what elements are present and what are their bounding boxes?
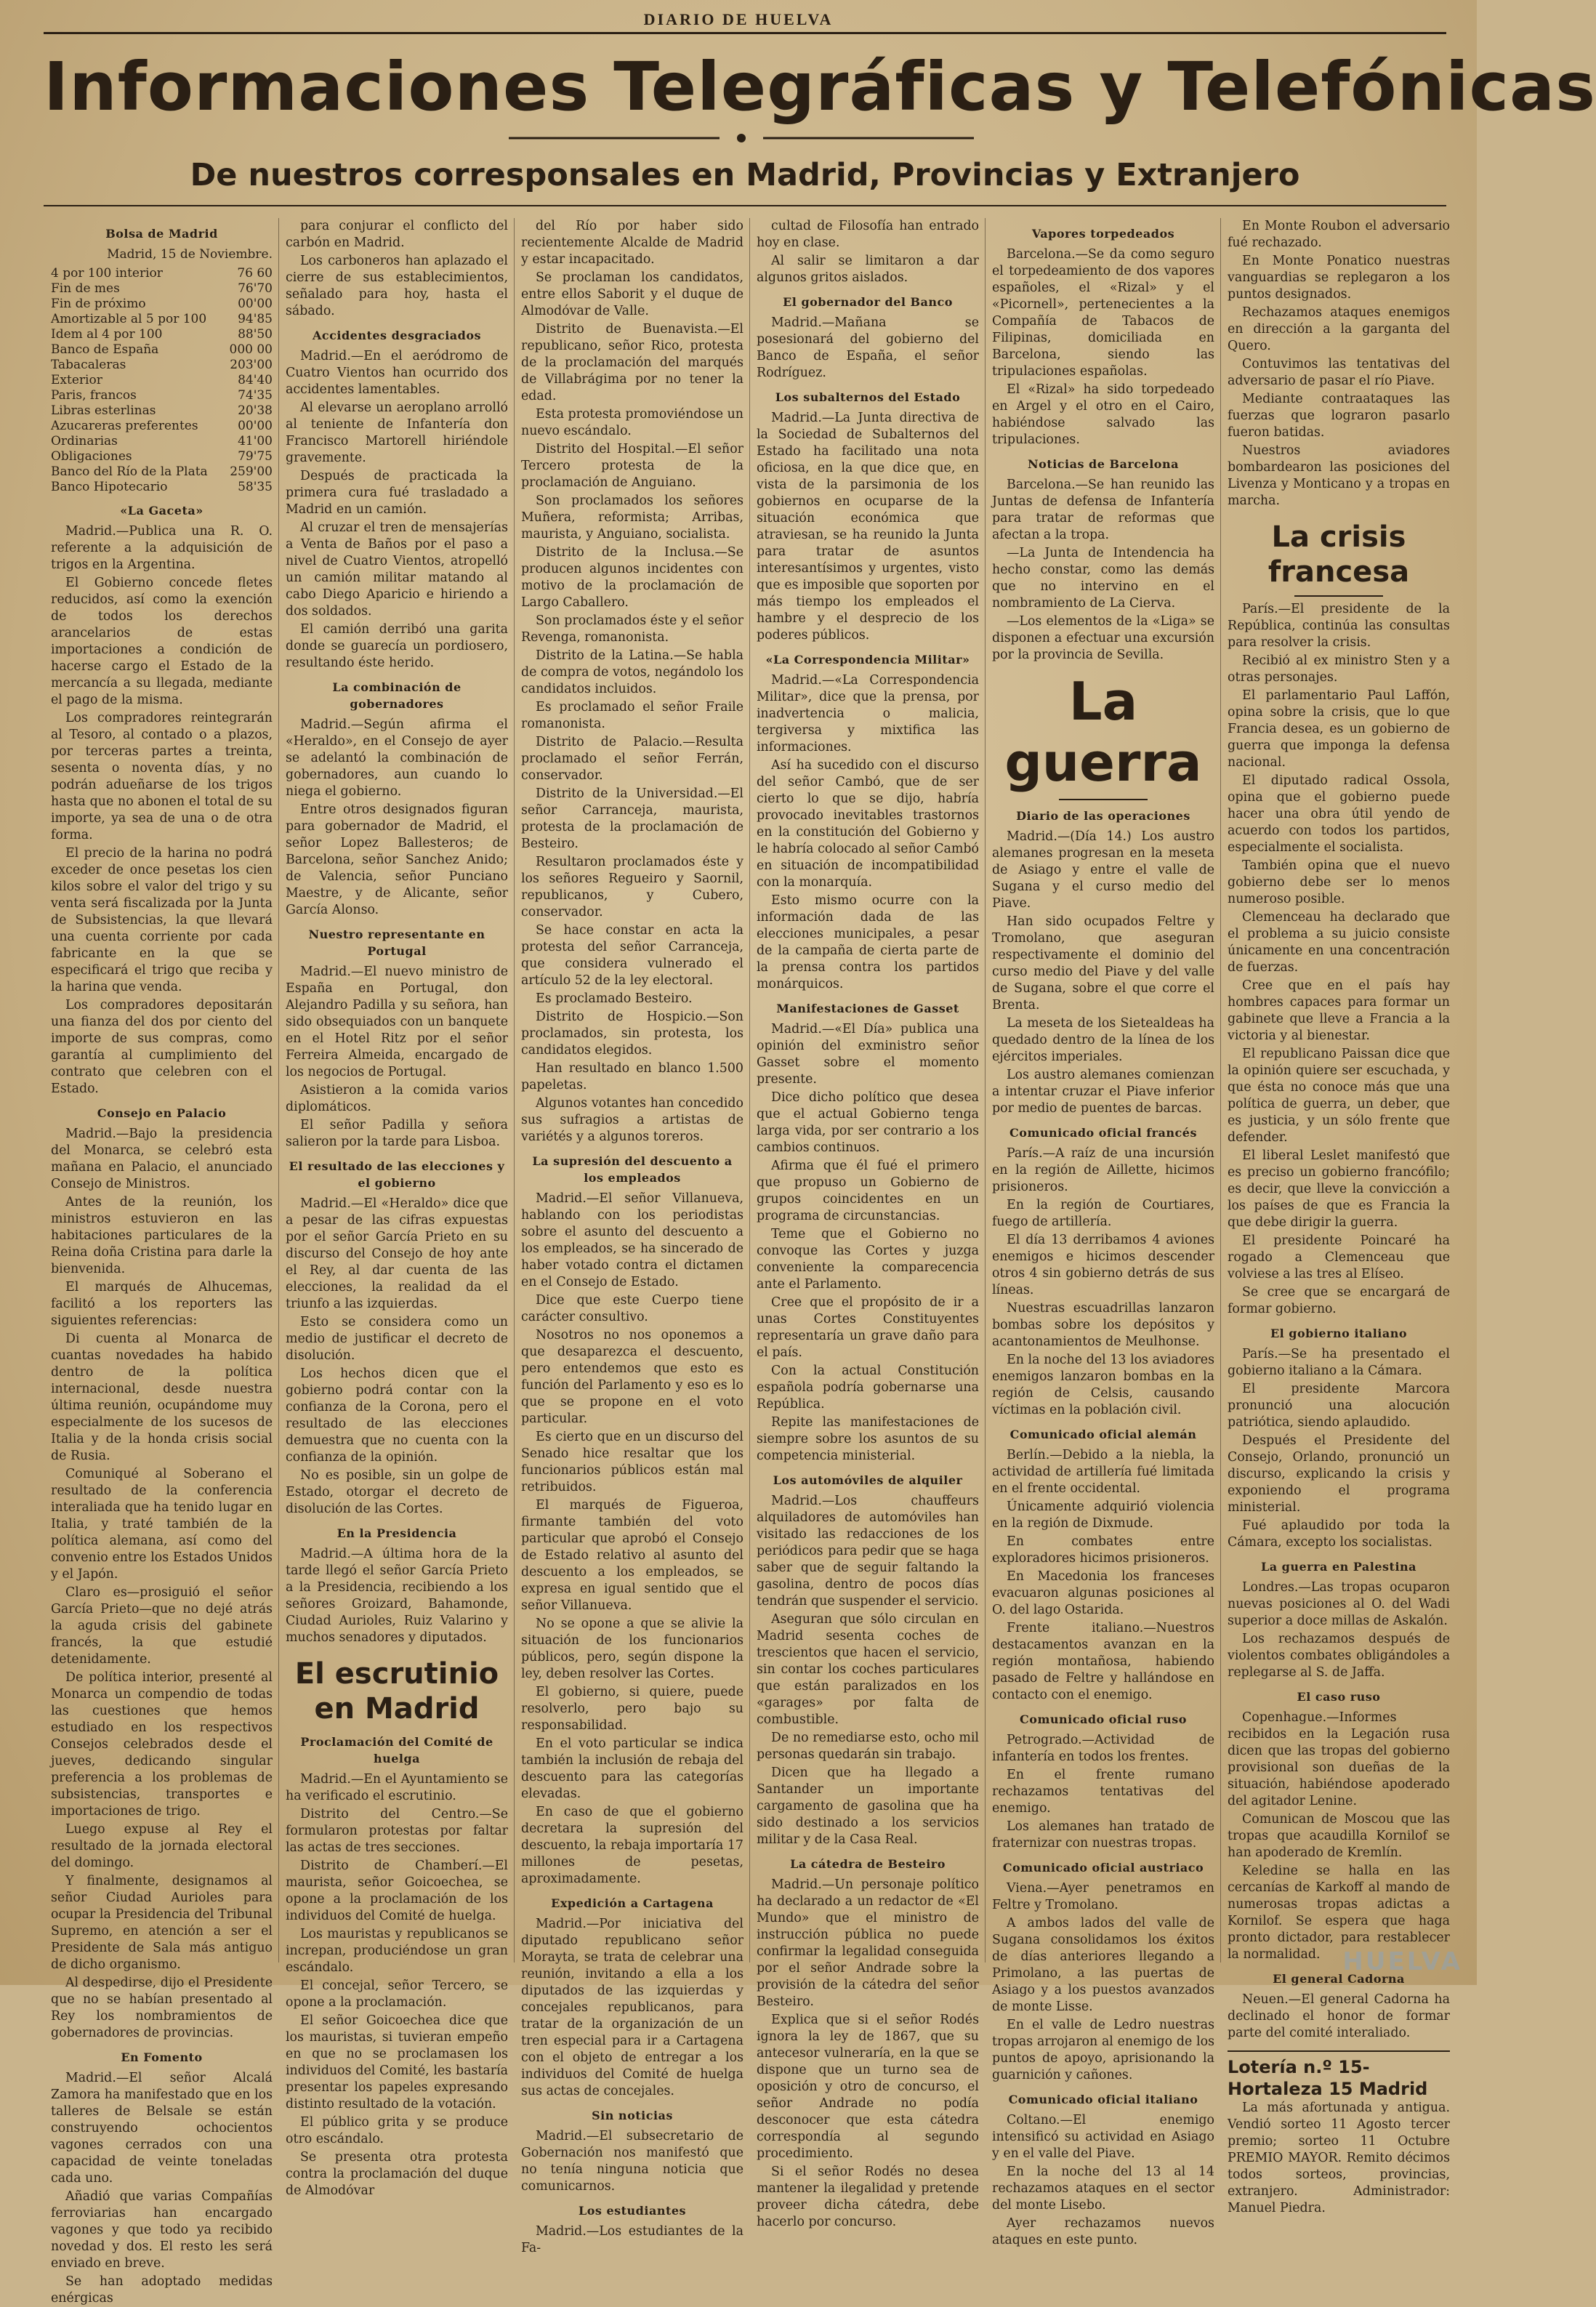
paragraph: Madrid.—A última hora de la tarde llegó el señor García Prieto a la Presidencia, recibiendo a los señores Groizard, Bahamonde, Ciudad Aurioles, Ruiz Valarino y muchos senadores y diputados. <box>286 1547 508 1645</box>
paragraph: El gobierno, si quiere, puede resolverlo, pero bajo su responsabilidad. <box>521 1685 743 1733</box>
paragraph: El parlamentario Paul Laffón, opina sobre la crisis, que lo que Francia desea, es un gobierno de guerra que imponga la defensa nacional. <box>1228 688 1450 770</box>
paragraph: Distrito de Chamberí.—El maurista, señor Goicoechea, se opone a la proclamación de los individuos del Comité de huelga. <box>286 1859 508 1923</box>
section-heading: Accidentes desgraciados <box>312 329 482 342</box>
paragraph: Madrid.—Los estudiantes de la Fa- <box>521 2224 743 2255</box>
paragraph: Madrid.—«La Correspondencia Militar», dice que la prensa, por inadvertencia o malicia, tergiversa y mixtifica las informaciones. <box>757 673 979 754</box>
paragraph: Dice dicho político que desea que el actual Gobierno tenga larga vida, por ser contrario a los cambios continuos. <box>757 1090 979 1155</box>
paragraph: De no remediarse esto, ocho mil personas quedarán sin trabajo. <box>757 1731 979 1762</box>
paragraph: En Monte Ponatico nuestras vanguardias se replegaron a los puntos designados. <box>1228 254 1450 302</box>
paragraph: Berlín.—Debido a la niebla, la actividad de artillería fué limitada en el frente occidental. <box>992 1448 1214 1496</box>
section-rule <box>44 205 1446 206</box>
paragraph: Se hace constar en acta la protesta del señor Carranceja, que considera vulnerado el artículo 52 de la ley electoral. <box>521 923 743 988</box>
paragraph: Di cuenta al Monarca de cuantas novedades ha habido dentro de la política internacional, desde nuestra última reunión, ocupándome muy especialmente de los sucesos de Italia y de la honda crisis social de Rusia. <box>51 1332 273 1463</box>
feature-headline: El escrutinio en Madrid <box>294 1657 499 1726</box>
paragraph: El marqués de Alhucemas, facilitó a los reporters las siguientes referencias: <box>51 1280 273 1328</box>
section-heading: «La Gaceta» <box>120 504 203 518</box>
section-heading: La combinación de gobernadores <box>332 680 462 711</box>
column-1 <box>51 218 273 2306</box>
section-heading: Comunicado oficial italiano <box>1008 2093 1198 2106</box>
war-headline: La guerra <box>1004 671 1202 793</box>
paragraph: Madrid.—Por iniciativa del diputado republicano señor Morayta, se trata de celebrar una reunión, invitando a ella a los diputados de las izquierdas y concejales republicanos, para tratar de la organización de un tren especial para ir a Cartagena con el objeto de entregar a los individuos del Comité de huelga sus actas de concejales. <box>521 1917 743 2098</box>
paragraph: Al salir se limitaron a dar algunos gritos aislados. <box>757 254 979 285</box>
archive-watermark: HUELVA <box>1342 1947 1462 1976</box>
stock-label: Banco del Río de la Plata <box>51 464 208 479</box>
paragraph: Keledine se halla en las cercanías de Karkoff al mando de numerosas tropas adictas a Kornilof. Se espera que haga pronto dictador, para restablecer la normalidad. <box>1228 1864 1450 1962</box>
paragraph: Al cruzar el tren de mensajerías a Venta de Baños por el paso a nivel de Cuatro Vientos, atropelló un camión militar matando al cabo Diego Aparicio e hiriendo a dos soldados. <box>286 520 508 619</box>
paragraph: Madrid.—La Junta directiva de la Sociedad de Subalternos del Estado ha facilitado una nota oficiosa, en la que dice que, en vista de la parsimonia de los gobiernos en ocuparse de la situación económica que atraviesan, se ha reunido la Junta para tratar de asuntos interesantísimos y urgentes, visto que es imposible que soporten por más tiempo los empleados el hambre y el desprecio de los poderes públicos. <box>757 411 979 643</box>
section-heading: Noticias de Barcelona <box>1028 457 1179 471</box>
paragraph: Repite las manifestaciones de siempre sobre los asuntos de su competencia ministerial. <box>757 1415 979 1463</box>
paragraph: Algunos votantes han concedido sus sufragios a artistas de variétés y a algunos toreros. <box>521 1096 743 1144</box>
paragraph: En combates entre exploradores hicimos prisioneros. <box>992 1534 1214 1566</box>
paragraph: París.—El presidente de la República, continúa las consultas para resolver la crisis. <box>1228 602 1450 650</box>
column-5 <box>992 218 1214 2247</box>
column-3 <box>521 218 744 2255</box>
paragraph: Madrid.—Los chauffeurs alquiladores de automóviles han visitado las redacciones de los periódicos para pedir que se haga saber que de seguir faltando la gasolina, dentro de pocos días tendrán que suspender el servicio. <box>757 1494 979 1609</box>
section-heading: El resultado de las elecciones y el gobierno <box>289 1159 505 1190</box>
paragraph: Distrito de Buenavista.—El republicano, señor Rico, protesta de la proclamación del marqués de Villabrágima por no tener la edad. <box>521 322 743 403</box>
stock-label: Libras esterlinas <box>51 403 156 418</box>
stock-value: 76 60 <box>237 266 273 281</box>
paragraph: Coltano.—El enemigo intensificó su actividad en Asiago y en el valle del Piave. <box>992 2113 1214 2161</box>
paragraph: El camión derribó una garita donde se guarecía un pordiosero, resultando éste herido. <box>286 622 508 670</box>
paragraph: Con la actual Constitución española podría gobernarse una República. <box>757 1364 979 1412</box>
lottery-ad <box>1228 2050 1450 2217</box>
paragraph: Así ha sucedido con el discurso del señor Cambó, que de ser cierto lo que se dijo, habría provocado inevitables trastornos en la constitución del Gobierno y le habría colocado al señor Cambó en situación de incompatibilidad con la monarquía. <box>757 758 979 890</box>
section-heading: Comunicado oficial austriaco <box>1002 1861 1204 1875</box>
paragraph: Después de practicada la primera cura fué trasladado a Madrid en un camión. <box>286 469 508 517</box>
paragraph: El concejal, señor Tercero, se opone a la proclamación. <box>286 1978 508 2010</box>
paragraph: Madrid.—Bajo la presidencia del Monarca, se celebró esta mañana en Palacio, el anunciado Consejo de Ministros. <box>51 1127 273 1191</box>
stock-label: Banco de España <box>51 342 159 357</box>
stock-value: 88'50 <box>238 327 273 342</box>
stock-label: Tabacaleras <box>51 358 126 372</box>
paragraph: Distrito del Centro.—Se formularon protestas por faltar las actas de tres secciones. <box>286 1807 508 1855</box>
paragraph: El marqués de Figueroa, firmante también del voto particular que aprobó el Consejo de Estado relativo al asunto del descuento a los empleados, se expresa en igual sentido que el señor Villanueva. <box>521 1498 743 1613</box>
stock-row <box>51 464 273 480</box>
section-heading: La supresión del descuento a los empleados <box>532 1154 733 1185</box>
section-heading: Sin noticias <box>592 2109 673 2122</box>
paragraph: Asistieron a la comida varios diplomáticos. <box>286 1083 508 1114</box>
paragraph: Es cierto que en un discurso del Senado hice resaltar que los funcionarios públicos están mal retribuidos. <box>521 1430 743 1494</box>
paragraph: Petrogrado.—Actividad de infantería en todos los frentes. <box>992 1733 1214 1764</box>
paragraph: Barcelona.—Se da como seguro el torpedeamiento de dos vapores españoles, el «Rizal» y el «Picornell», pertenecientes a la Compañía de Tabacos de Filipinas, domiciliada en Barcelona, siendo las tripulaciones españolas. <box>992 247 1214 379</box>
paragraph: París.—Se ha presentado el gobierno italiano a la Cámara. <box>1228 1347 1450 1378</box>
paragraph: Se han adoptado medidas enérgicas <box>51 2274 273 2306</box>
section-heading: Manifestaciones de Gasset <box>776 1002 959 1015</box>
paragraph: Madrid.—Según afirma el «Heraldo», en el Consejo de ayer se adelantó la combinación de gobernadores, aun cuando lo niega el gobierno. <box>286 717 508 799</box>
paragraph: Distrito del Hospital.—El señor Tercero protesta de la proclamación de Anguiano. <box>521 442 743 490</box>
paragraph: Madrid.—Un personaje político ha declarado a un redactor de «El Mundo» que el ministro de instrucción pública no puede confirmar la legalidad conseguida por el señor Andrade sobre la provisión de la cátedra del señor Besteiro. <box>757 1877 979 2009</box>
stock-row <box>51 480 273 495</box>
paragraph: En la noche del 13 los aviadores enemigos lanzaron bombas en la región de Celsis, causando víctimas en la población civil. <box>992 1353 1214 1417</box>
paragraph: Explica que si el señor Rodés ignora la ley de 1867, que su antecesor vulneraría, en la que se dispone que un turno sea de oposición y otro de concurso, el señor Andrade no podía desconocer que esta cátedra correspondía al segundo procedimiento. <box>757 2013 979 2161</box>
paragraph: El republicano Paissan dice que la opinión quiere ser escuchada, y que ésta no conoce más que una política de guerra, un deber, que es justicia, y un sólo frente que defender. <box>1228 1047 1450 1145</box>
paragraph: Al despedirse, dijo el Presidente que no se habían presentado al Rey los nombramientos de gobernadores de provincias. <box>51 1976 273 2040</box>
section-heading: Proclamación del Comité de huelga <box>300 1735 493 1766</box>
section-heading: Diario de las operaciones <box>1016 809 1190 823</box>
paragraph: El presidente Poincaré ha rogado a Clemenceau que volviese a las tres al Elíseo. <box>1228 1233 1450 1281</box>
paragraph: No es posible, sin un golpe de Estado, otorgar el decreto de disolución de las Cortes. <box>286 1468 508 1516</box>
stock-row <box>51 373 273 388</box>
paragraph: El presidente Marcora pronunció una alocución patriótica, siendo aplaudido. <box>1228 1382 1450 1430</box>
paragraph: Fué aplaudido por toda la Cámara, excepto los socialistas. <box>1228 1518 1450 1550</box>
paragraph: Ayer rechazamos nuevos ataques en este punto. <box>992 2216 1214 2247</box>
paragraph: del Río por haber sido recientemente Alcalde de Madrid y estar incapacitado. <box>521 219 743 267</box>
paragraph: El «Rizal» ha sido torpedeado en Argel y el otro en el Cairo, habiéndose salvado las tripulaciones. <box>992 382 1214 447</box>
paragraph: El público grita y se produce otro escándalo. <box>286 2115 508 2146</box>
paragraph: Cree que en el país hay hombres capaces para formar un gabinete que lleve a Francia a la victoria y al bienestar. <box>1228 978 1450 1043</box>
paragraph: Madrid.—Mañana se posesionará del gobierno del Banco de España, el señor Rodríguez. <box>757 315 979 380</box>
paragraph: En Monte Roubon el adversario fué rechazado. <box>1228 219 1450 250</box>
paragraph: Neuen.—El general Cadorna ha declinado el honor de formar parte del comité interaliado. <box>1228 1992 1450 2040</box>
stock-label: Exterior <box>51 373 102 387</box>
paragraph: Frente italiano.—Nuestros destacamentos avanzan en la región montañosa, habiendo pasado de Feltre y hallándose en contacto con el enemigo. <box>992 1621 1214 1702</box>
stock-row <box>51 358 273 373</box>
paragraph: Después el Presidente del Consejo, Orlando, pronunció un discurso, explicando la crisis y exponiendo el programa ministerial. <box>1228 1433 1450 1515</box>
section-heading: Consejo en Palacio <box>97 1106 227 1120</box>
stock-label: Ordinarias <box>51 434 118 448</box>
lottery-title: Lotería n.º 15-Hortaleza 15 Madrid <box>1228 2057 1428 2099</box>
stock-row <box>51 297 273 312</box>
stock-label: Amortizable al 5 por 100 <box>51 312 207 326</box>
stock-date: Madrid, 15 de Noviembre. <box>107 247 273 262</box>
stock-label: 4 por 100 interior <box>51 266 163 281</box>
stock-label: Paris, francos <box>51 388 137 403</box>
paragraph: cultad de Filosofía han entrado hoy en clase. <box>757 219 979 250</box>
section-heading: Comunicado oficial francés <box>1009 1126 1197 1140</box>
paragraph: Esto mismo ocurre con la información dada de las elecciones municipales, a pesar de la campaña de cierta parte de la prensa contra los partidos monárquicos. <box>757 893 979 991</box>
paragraph: No se opone a que se alivie la situación de los funcionarios públicos, pero, según dispone la ley, deben resolver las Cortes. <box>521 1616 743 1681</box>
paragraph: Entre otros designados figuran para gobernador de Madrid, el señor Lopez Ballesteros; de Barcelona, señor Sanchez Anido; de Valencia, señor Punciano Maestre, y de Alicante, señor García Alonso. <box>286 802 508 917</box>
paragraph: Cree que el propósito de ir a unas Cortes Constituyentes representaría un grave daño para el país. <box>757 1295 979 1360</box>
paragraph: En Macedonia los franceses evacuaron algunas posiciones al O. del lago Ostarida. <box>992 1569 1214 1617</box>
paragraph: El liberal Leslet manifestó que es preciso un gobierno francófilo; es decir, que lleve la convicción a los países de que es Francia la que debe dirigir la guerra. <box>1228 1148 1450 1230</box>
paragraph: En caso de que el gobierno decretara la supresión del descuento, la rebaja importaría 17 millones de pesetas, aproximadamente. <box>521 1805 743 1886</box>
paragraph: Viena.—Ayer penetramos en Feltre y Tromolano. <box>992 1881 1214 1912</box>
column-4 <box>757 218 979 2229</box>
section-heading: Expedición a Cartagena <box>551 1896 714 1910</box>
section-heading: El gobernador del Banco <box>783 295 953 309</box>
paragraph: Madrid.—El señor Villanueva, hablando con los periodistas sobre el asunto del descuento a los empleados, se ha sincerado de haber votado contra el dictamen en el Consejo de Estado. <box>521 1191 743 1289</box>
column-divider <box>985 218 986 1962</box>
stock-value: 76'70 <box>238 281 273 296</box>
paragraph: Clemenceau ha declarado que el problema a su juicio consiste únicamente en una concentración de fuerzas. <box>1228 910 1450 975</box>
paragraph: El Gobierno concede fletes reducidos, así como la exención de todos los derechos arancelarios de estas importaciones a condición de hacerse cargo el Estado de la mercancía a su llegada, mediante el pago de la misma. <box>51 576 273 707</box>
stock-label: Azucareras preferentes <box>51 419 198 433</box>
paragraph: Añadió que varias Compañías ferroviarias han encargado vagones y que todo ya recibido novedad y dos. El resto les será enviado en breve. <box>51 2189 273 2271</box>
column-2 <box>286 218 508 2198</box>
running-head: DIARIO DE HUELVA <box>643 10 834 28</box>
paragraph: Únicamente adquirió violencia en la región de Dixmude. <box>992 1499 1214 1531</box>
section-heading: La guerra en Palestina <box>1260 1560 1417 1574</box>
stock-value: 41'00 <box>238 434 273 448</box>
paragraph: Nuestros aviadores bombardearon las posiciones del Livenza y Monticano y a tropas en marcha. <box>1228 443 1450 508</box>
section-heading: En Fomento <box>121 2050 203 2064</box>
paragraph: Se cree que se encargará de formar gobierno. <box>1228 1285 1450 1316</box>
paragraph: Los austro alemanes comienzan a intentar cruzar el Piave inferior por medio de puentes de barcas. <box>992 1068 1214 1116</box>
paragraph: Londres.—Las tropas ocuparon nuevas posiciones al O. del Wadi superior a doce millas de Askalón. <box>1228 1580 1450 1628</box>
paragraph: En el valle de Ledro nuestras tropas arrojaron al enemigo de los puntos de apoyo, aprisionando la guarnición y cañones. <box>992 2018 1214 2082</box>
paragraph: París.—A raíz de una incursión en la región de Aillette, hicimos prisioneros. <box>992 1146 1214 1194</box>
stock-value: 20'38 <box>238 403 273 418</box>
section-heading: En la Presidencia <box>336 1526 457 1540</box>
paragraph: Dice que este Cuerpo tiene carácter consultivo. <box>521 1293 743 1324</box>
paragraph: Barcelona.—Se han reunido las Juntas de defensa de Infantería para tratar de reformas que afectan a la tropa. <box>992 478 1214 542</box>
section-heading: El general Cadorna <box>1273 1972 1405 1986</box>
paragraph: En la noche del 13 al 14 rechazamos ataques en el sector del monte Lisebo. <box>992 2165 1214 2213</box>
paragraph: Los alemanes han tratado de fraternizar con nuestras tropas. <box>992 1819 1214 1851</box>
paragraph: También opina que el nuevo gobierno debe ser lo menos numeroso posible. <box>1228 858 1450 906</box>
section-heading: «La Correspondencia Militar» <box>765 653 970 667</box>
paragraph: Los mauristas y republicanos se increpan, produciéndose un gran escándalo. <box>286 1927 508 1975</box>
paragraph: Son proclamados los señores Muñera, reformista; Arribas, maurista, y Anguiano, socialista. <box>521 494 743 541</box>
paragraph: Claro es—prosiguió el señor García Prieto—que no dejé atrás la aguda crisis del gabinete francés, la que estudié detenidamente. <box>51 1585 273 1667</box>
section-heading: El caso ruso <box>1297 1690 1381 1704</box>
paragraph: En el frente rumano rechazamos tentativas del enemigo. <box>992 1768 1214 1816</box>
paragraph: Son proclamados éste y el señor Revenga, romanonista. <box>521 613 743 645</box>
column-6 <box>1228 218 1450 2215</box>
paragraph: Distrito de la Universidad.—El señor Carranceja, maurista, protesta de la proclamación de Besteiro. <box>521 786 743 851</box>
paragraph: Se presenta otra protesta contra la proclamación del duque de Almodóvar <box>286 2150 508 2198</box>
column-divider <box>749 218 750 1962</box>
paragraph: Han resultado en blanco 1.500 papeletas. <box>521 1061 743 1092</box>
column-divider <box>514 218 515 1962</box>
stock-row <box>51 419 273 434</box>
section-heading: El gobierno italiano <box>1270 1326 1408 1340</box>
paragraph: Madrid.—(Día 14.) Los austro alemanes progresan en la meseta de Asiago y entre el valle de Sugana y el curso medio del Piave. <box>992 829 1214 911</box>
paragraph: Esto se considera como un medio de justificar el decreto de disolución. <box>286 1315 508 1363</box>
paragraph: Se proclaman los candidatos, entre ellos Saborit y el duque de Almodóvar de Valle. <box>521 270 743 318</box>
paragraph: —La Junta de Intendencia ha hecho constar, como las demás que no intervino en el nombramiento de La Cierva. <box>992 546 1214 611</box>
stock-value: 74'35 <box>238 388 273 403</box>
stock-row <box>51 434 273 449</box>
paragraph: Al elevarse un aeroplano arrolló al teniente de Infantería don Francisco Martorell hiriéndole gravemente. <box>286 400 508 465</box>
paragraph: A ambos lados del valle de Sugana consolidamos los éxitos de días anteriores llegando a Primolano, a las puertas de Asiago y a los puestos avanzados de monte Lisse. <box>992 1916 1214 2014</box>
paragraph: Los hechos dicen que el gobierno podrá contar con la confianza de la Corona, pero el resultado de las elecciones demuestra que no cuenta con la confianza de la opinión. <box>286 1366 508 1465</box>
stock-row <box>51 403 273 419</box>
paragraph: De política interior, presenté al Monarca un compendio de todas las cuestiones que hemos estudiado en los respectivos Consejos celebrados desde el jueves, dedicando singular preferencia a los problemas de subsistencias, transportes e importaciones de trigo. <box>51 1670 273 1819</box>
paragraph: Comunican de Moscou que las tropas que acaudilla Kornilof se han apoderado de Kremlín. <box>1228 1812 1450 1860</box>
stock-table <box>51 266 273 495</box>
paragraph: Rechazamos ataques enemigos en dirección a la garganta del Quero. <box>1228 305 1450 353</box>
headline-rule <box>1059 799 1148 800</box>
stock-value: 79'75 <box>238 449 273 464</box>
stock-row <box>51 342 273 358</box>
paragraph: Los carboneros han aplazado el cierre de sus establecimientos, señalado para hoy, hasta el sábado. <box>286 254 508 318</box>
paragraph: Afirma que él fué el primero que propuso un Gobierno de grupos coincidentes en un programa de circunstancias. <box>757 1159 979 1223</box>
paragraph: Los rechazamos después de violentos combates obligándoles a replegarse al S. de Jaffa. <box>1228 1632 1450 1680</box>
paragraph: Resultaron proclamados éste y los señores Regueiro y Saornil, republicanos, y Cubero, conservador. <box>521 855 743 919</box>
stock-label: Obligaciones <box>51 449 132 464</box>
paragraph: El señor Goicoechea dice que los mauristas, si tuvieran empeño en que no se proclamasen los individuos del Comité, les bastaría presentar los papeles expresando distinto resultado de la votación. <box>286 2013 508 2111</box>
paragraph: Si el señor Rodés no desea mantener la ilegalidad y pretende proveer dicha cátedra, debe hacerlo por concurso. <box>757 2165 979 2229</box>
stock-row <box>51 266 273 281</box>
paragraph: Antes de la reunión, los ministros estuvieron en las habitaciones particulares de la Reina doña Cristina para darle la bienvenida. <box>51 1195 273 1276</box>
paragraph: Dicen que ha llegado a Santander un importante cargamento de gasolina que ha sido destinado a los servicios militar y de la Casa Real. <box>757 1766 979 1847</box>
stock-label: Fin de próximo <box>51 297 146 311</box>
paragraph: Y finalmente, designamos al señor Ciudad Aurioles para ocupar la Presidencia del Tribunal Supremo, en atención a ser el Presidente de Sala más antiguo de dicho organismo. <box>51 1874 273 1972</box>
paragraph: Comuniqué al Soberano el resultado de la conferencia interaliada que ha tenido lugar en Italia, y traté también de la política alemana, así como del convenio entre los Estados Unidos y el Japón. <box>51 1467 273 1582</box>
paragraph: Madrid.—«El Día» publica una opinión del exministro señor Gasset sobre el momento presente. <box>757 1022 979 1087</box>
stock-value: 00'00 <box>238 297 273 311</box>
stock-title: Bolsa de Madrid <box>105 227 218 241</box>
paragraph: Madrid.—En el Ayuntamiento se ha verificado el escrutinio. <box>286 1772 508 1803</box>
stock-value: 000 00 <box>229 342 273 357</box>
paragraph: Distrito de la Latina.—Se habla de compra de votos, negándolo los candidatos incluidos. <box>521 648 743 696</box>
paragraph: El día 13 derribamos 4 aviones enemigos e hicimos descender otros 4 sin gobierno detrás de sus líneas. <box>992 1233 1214 1297</box>
section-heading: Los automóviles de alquiler <box>773 1473 963 1487</box>
section-heading: Los subalternos del Estado <box>775 390 961 404</box>
paragraph: —Los elementos de la «Liga» se disponen a efectuar una excursión por la provincia de Sevilla. <box>992 614 1214 662</box>
section-heading: La cátedra de Besteiro <box>790 1857 946 1871</box>
paragraph: Distrito de Hospicio.—Son proclamados, sin protesta, los candidatos elegidos. <box>521 1010 743 1058</box>
column-divider <box>1220 218 1221 1962</box>
column-divider <box>278 218 279 1962</box>
stock-value: 203'00 <box>230 358 273 372</box>
section-heading: Comunicado oficial alemán <box>1009 1428 1197 1441</box>
paragraph: Esta protesta promoviéndose un nuevo escándalo. <box>521 407 744 438</box>
paragraph: Es proclamado el señor Fraile romanonista. <box>521 700 743 731</box>
paragraph: Madrid.—El señor Alcalá Zamora ha manifestado que en los talleres de Belsale se están construyendo ochocientos vagones cerrados con una capacidad de veinte toneladas cada uno. <box>51 2071 273 2186</box>
stock-label: Idem al 4 por 100 <box>51 327 163 342</box>
paragraph: Madrid.—En el aeródromo de Cuatro Vientos han ocurrido dos accidentes lamentables. <box>286 349 508 397</box>
stock-row <box>51 388 273 403</box>
paragraph: Distrito de Palacio.—Resulta proclamado el señor Ferrán, conservador. <box>521 735 743 783</box>
stock-value: 58'35 <box>238 480 273 494</box>
section-subhead: De nuestros corresponsales en Madrid, Provincias y Extranjero <box>190 157 1300 193</box>
stock-value: 259'00 <box>230 464 273 479</box>
paragraph: En la región de Courtiares, fuego de artillería. <box>992 1198 1214 1229</box>
headline-rule <box>1294 595 1383 597</box>
paragraph: Han sido ocupados Feltre y Tromolano, que aseguran respectivamente el dominio del curso medio del Piave y del valle de Sugana, sobre el que corre el Brenta. <box>992 914 1214 1012</box>
headline-ornament <box>509 132 974 144</box>
section-heading: Nuestro representante en Portugal <box>308 927 485 958</box>
paragraph: Aseguran que sólo circulan en Madrid sesenta coches de trescientos que hacen el servicio, sin contar los coches particulares que están paralizados en los «garages» por falta de combustible. <box>757 1612 979 1727</box>
stock-value: 00'00 <box>238 419 273 433</box>
paragraph: Madrid.—Publica una R. O. referente a la adquisición de trigos en la Argentina. <box>51 524 273 572</box>
paragraph: Recibió al ex ministro Sten y a otras personajes. <box>1228 653 1450 685</box>
section-heading: Comunicado oficial ruso <box>1020 1712 1187 1726</box>
paragraph: Distrito de la Inclusa.—Se producen algunos incidentes con motivo de la proclamación de Largo Caballero. <box>521 545 743 610</box>
paragraph: Madrid.—El subsecretario de Gobernación nos manifestó que no tenía ninguna noticia que comunicarnos. <box>521 2129 743 2194</box>
section-heading: Vapores torpedeados <box>1031 227 1175 241</box>
paragraph: Copenhague.—Informes recibidos en la Legación rusa dicen que las tropas del gobierno provisional son dueñas de la situación, habiéndose apoderado del agitador Lenine. <box>1228 1710 1450 1808</box>
stock-value: 84'40 <box>238 373 273 387</box>
paragraph: El diputado radical Ossola, opina que el gobierno puede hacer una obra útil yendo de acuerdo con todos los partidos, especialmente el socialista. <box>1228 773 1450 855</box>
paragraph: El señor Padilla y señora salieron por la tarde para Lisboa. <box>286 1118 508 1149</box>
paragraph: Luego expuse al Rey el resultado de la jornada electoral del domingo. <box>51 1822 273 1870</box>
paragraph: Es proclamado Besteiro. <box>536 991 693 1006</box>
paragraph: Nuestras escuadrillas lanzaron bombas sobre los depósitos y acantonamientos de Meulhonse. <box>992 1301 1214 1349</box>
paragraph: Mediante contraataques las fuerzas que lograron pasarlo fueron batidas. <box>1228 392 1450 440</box>
section-heading: Los estudiantes <box>578 2204 687 2218</box>
paragraph: Teme que el Gobierno no convoque las Cortes y juzga conveniente la comparecencia ante el Parlamento. <box>757 1227 979 1292</box>
stock-row <box>51 449 273 464</box>
stock-row <box>51 327 273 342</box>
stock-label: Banco Hipotecario <box>51 480 168 494</box>
paragraph: Madrid.—El «Heraldo» dice que a pesar de las cifras expuestas por el señor García Prieto en su discurso del Consejo de hoy ante el Rey, al dar cuenta de las elecciones, la realidad da el triunfo a las izquierdas. <box>286 1196 508 1311</box>
paragraph: La meseta de los Sietealdeas ha quedado dentro de la línea de los ejércitos imperiales. <box>992 1016 1214 1064</box>
lottery-text: La más afortunada y antigua. Vendió sorteo 11 Agosto tercer premio; sorteo 11 Octubre PREMIO MAYOR. Remito décimos todos sorteos, provincias, extranjero. Administrador: Manuel Piedra. <box>1228 2101 1450 2215</box>
paragraph: En el voto particular se indica también la inclusión de rebaja del descuento para las categorías elevadas. <box>521 1736 743 1801</box>
paragraph: Los compradores depositarán una fianza del dos por ciento del importe de sus compras, como garantía al cumplimiento del contrato que celebren con el Estado. <box>51 998 273 1096</box>
stock-value: 94'85 <box>238 312 273 326</box>
paragraph: Nosotros no nos oponemos a que desaparezca el descuento, pero entendemos que esto es función del Parlamento y eso es lo que se propone en el voto particular. <box>521 1328 743 1426</box>
paragraph: El precio de la harina no podrá exceder de once pesetas los cien kilos sobre el valor del trigo y su venta será fiscalizada por la Junta de Subsistencias, la que llevará una cuenta corriente por cada fabricante en la que se especificará el trigo que reciba y la harina que venda. <box>51 846 273 994</box>
crisis-headline: La crisis francesa <box>1267 520 1410 589</box>
paragraph: Los compradores reintegrarán al Tesoro, al contado o a plazos, por terceras partes a treinta, sesenta o noventa días, y no podrán adueñarse de los trigos hasta que no abonen el total de su importe, ya sea de una o de otra forma. <box>51 711 273 842</box>
paragraph: Contuvimos las tentativas del adversario de pasar el río Piave. <box>1228 357 1450 388</box>
stock-label: Fin de mes <box>51 281 120 296</box>
top-rule <box>44 32 1446 34</box>
main-headline: Informaciones Telegráficas y Telefónicas <box>44 48 1596 126</box>
stock-row <box>51 312 273 327</box>
paragraph: Madrid.—El nuevo ministro de España en Portugal, don Alejandro Padilla y su señora, han sido obsequiados con un banquete en el Hotel Ritz por el señor Ferreira Almeida, encargado de los negocios de Portugal. <box>286 965 508 1079</box>
paragraph: para conjurar el conflicto del carbón en Madrid. <box>286 219 508 250</box>
stock-row <box>51 281 273 297</box>
